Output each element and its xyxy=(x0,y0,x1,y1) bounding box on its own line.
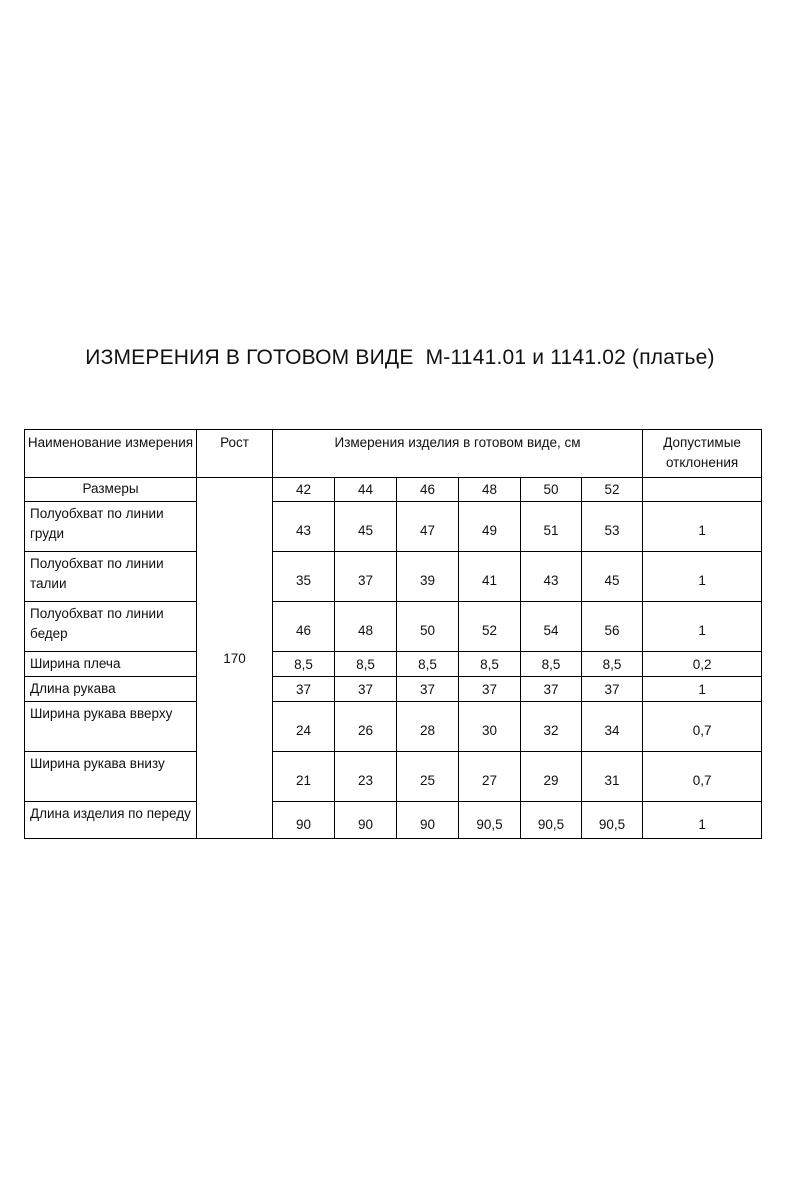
table-row xyxy=(25,652,762,677)
value-cell: 8,5 xyxy=(335,652,397,677)
table-row xyxy=(25,602,762,652)
table-row xyxy=(25,752,762,802)
value-cell: 46 xyxy=(273,602,335,652)
value-cell: 47 xyxy=(397,502,459,552)
value-cell: 34 xyxy=(582,702,643,752)
tolerance-cell: 0,7 xyxy=(643,702,762,752)
tolerance-cell: 1 xyxy=(643,602,762,652)
value-cell: 52 xyxy=(459,602,521,652)
table-row xyxy=(25,552,762,602)
value-cell: 53 xyxy=(582,502,643,552)
table-header-row xyxy=(25,430,762,478)
tolerance-cell: 0,7 xyxy=(643,752,762,802)
row-label: Полуобхват по линии талии xyxy=(25,552,197,602)
value-cell: 90,5 xyxy=(521,802,582,839)
table-row xyxy=(25,802,762,839)
value-cell: 37 xyxy=(397,677,459,702)
value-cell: 8,5 xyxy=(273,652,335,677)
value-cell: 56 xyxy=(582,602,643,652)
value-cell: 50 xyxy=(397,602,459,652)
value-cell: 8,5 xyxy=(582,652,643,677)
value-cell: 27 xyxy=(459,752,521,802)
value-cell: 37 xyxy=(582,677,643,702)
tolerance-cell: 1 xyxy=(643,502,762,552)
value-cell: 90 xyxy=(397,802,459,839)
row-label: Длина изделия по переду xyxy=(25,802,197,839)
size-cell: 50 xyxy=(521,478,582,502)
value-cell: 37 xyxy=(521,677,582,702)
size-cell: 46 xyxy=(397,478,459,502)
header-height: Рост xyxy=(197,430,273,478)
row-label: Длина рукава xyxy=(25,677,197,702)
value-cell: 35 xyxy=(273,552,335,602)
value-cell: 45 xyxy=(335,502,397,552)
sizes-tolerance-empty xyxy=(643,478,762,502)
value-cell: 45 xyxy=(582,552,643,602)
value-cell: 32 xyxy=(521,702,582,752)
value-cell: 23 xyxy=(335,752,397,802)
value-cell: 26 xyxy=(335,702,397,752)
value-cell: 39 xyxy=(397,552,459,602)
value-cell: 29 xyxy=(521,752,582,802)
value-cell: 37 xyxy=(335,552,397,602)
header-name: Наименование измерения xyxy=(25,430,197,478)
value-cell: 37 xyxy=(335,677,397,702)
value-cell: 90 xyxy=(273,802,335,839)
height-value: 170 xyxy=(197,478,273,839)
value-cell: 54 xyxy=(521,602,582,652)
size-cell: 52 xyxy=(582,478,643,502)
table-row xyxy=(25,502,762,552)
sizes-label: Размеры xyxy=(25,478,197,502)
value-cell: 21 xyxy=(273,752,335,802)
value-cell: 41 xyxy=(459,552,521,602)
value-cell: 24 xyxy=(273,702,335,752)
size-cell: 42 xyxy=(273,478,335,502)
row-label: Ширина рукава внизу xyxy=(25,752,197,802)
value-cell: 51 xyxy=(521,502,582,552)
header-measurements: Измерения изделия в готовом виде, см xyxy=(273,430,643,478)
measurements-table xyxy=(24,429,762,839)
value-cell: 8,5 xyxy=(397,652,459,677)
value-cell: 28 xyxy=(397,702,459,752)
header-tolerance: Допустимые отклонения xyxy=(643,430,762,478)
tolerance-cell: 0,2 xyxy=(643,652,762,677)
value-cell: 90 xyxy=(335,802,397,839)
row-label: Полуобхват по линии бедер xyxy=(25,602,197,652)
value-cell: 43 xyxy=(521,552,582,602)
value-cell: 49 xyxy=(459,502,521,552)
size-cell: 44 xyxy=(335,478,397,502)
table-row xyxy=(25,702,762,752)
row-label: Ширина плеча xyxy=(25,652,197,677)
tolerance-cell: 1 xyxy=(643,552,762,602)
value-cell: 48 xyxy=(335,602,397,652)
sizes-row xyxy=(25,478,762,502)
tolerance-cell: 1 xyxy=(643,802,762,839)
row-label: Полуобхват по линии груди xyxy=(25,502,197,552)
value-cell: 43 xyxy=(273,502,335,552)
value-cell: 30 xyxy=(459,702,521,752)
value-cell: 8,5 xyxy=(459,652,521,677)
value-cell: 90,5 xyxy=(582,802,643,839)
table-row xyxy=(25,677,762,702)
value-cell: 31 xyxy=(582,752,643,802)
row-label: Ширина рукава вверху xyxy=(25,702,197,752)
value-cell: 8,5 xyxy=(521,652,582,677)
tolerance-cell: 1 xyxy=(643,677,762,702)
value-cell: 90,5 xyxy=(459,802,521,839)
value-cell: 37 xyxy=(273,677,335,702)
size-cell: 48 xyxy=(459,478,521,502)
value-cell: 25 xyxy=(397,752,459,802)
value-cell: 37 xyxy=(459,677,521,702)
document-title: ИЗМЕРЕНИЯ В ГОТОВОМ ВИДЕ М-1141.01 и 1141.02 (платье) xyxy=(85,346,715,369)
